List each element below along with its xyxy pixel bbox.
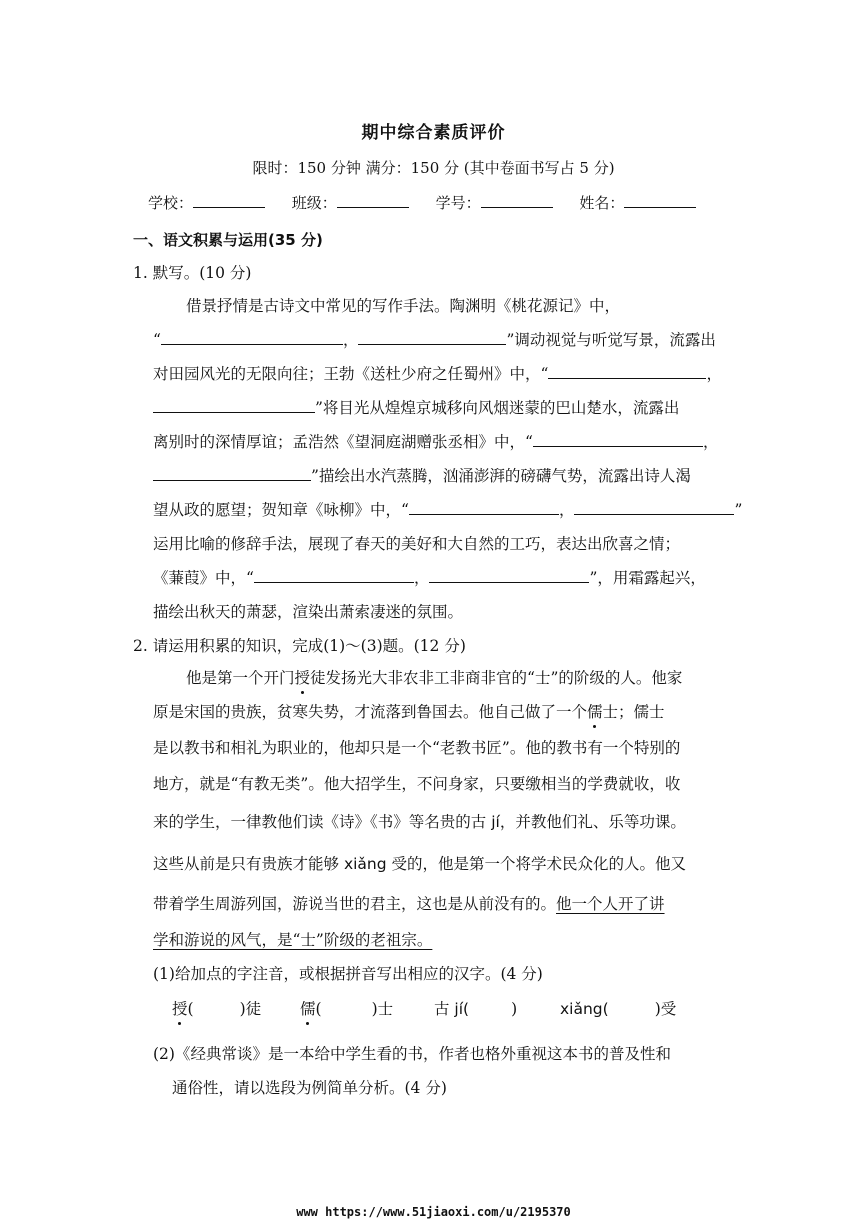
- name-blank[interactable]: [624, 193, 696, 208]
- exam-subtitle: 限时：150 分钟 满分：150 分 (其中卷面书写占 5 分): [252, 159, 615, 177]
- pinyin: xiǎng: [343, 855, 387, 873]
- q2-passage: 是以教书和相礼为职业的，他却只是一个“老教书匠”。他的教书有一个特别的: [153, 739, 681, 757]
- q1-stem: 1. 默写。(10 分): [133, 264, 252, 282]
- answer-blank[interactable]: [548, 364, 706, 379]
- student-id-label: 学号：: [435, 194, 481, 212]
- dotted-char: 儒: [587, 703, 603, 721]
- q2-passage: 来的学生，一律教他们读《诗》《书》等名贵的古 jí，并教他们礼、乐等功课。: [153, 813, 686, 831]
- underlined-text: 他一个人开了讲: [556, 895, 665, 913]
- q2-passage: [153, 928, 432, 950]
- answer-blank[interactable]: [409, 500, 559, 515]
- answer-blank[interactable]: [153, 466, 311, 481]
- pinyin: jí: [491, 813, 500, 831]
- answer-blank[interactable]: [161, 330, 343, 345]
- answer-blank[interactable]: [533, 432, 703, 447]
- pinyin-fill-row: 授( )徒 儒( )士 古 jí( ) xiǎng( )受: [172, 1000, 677, 1018]
- q2-sub2: 通俗性，请以选段为例简单分析。(4 分): [172, 1079, 447, 1097]
- q1-text: 对田园风光的无限向往；王勃《送杜少府之任蜀州》中，“ ，: [153, 365, 722, 383]
- q2-stem: 2. 请运用积累的知识，完成(1)～(3)题。(12 分): [133, 637, 466, 655]
- dotted-char: 儒: [300, 1000, 316, 1018]
- q2-passage: 原是宋国的贵族，贫寒失势，才流落到鲁国去。他自己做了一个儒士；儒士: [153, 703, 665, 721]
- q1-text: 描绘出秋天的萧瑟，渲染出萧索凄迷的氛围。: [153, 603, 464, 621]
- q2-sub1: (1)给加点的字注音，或根据拼音写出相应的汉字。(4 分): [153, 965, 543, 983]
- q1-text: 运用比喻的修辞手法，展现了春天的美好和大自然的工巧，表达出欣喜之情；: [153, 535, 681, 553]
- q2-sub2: (2)《经典常谈》是一本给中学生看的书，作者也格外重视这本书的普及性和: [153, 1045, 671, 1063]
- student-id-blank[interactable]: [481, 193, 553, 208]
- q2-passage: 带着学生周游列国，游说当世的君主，这也是从前没有的。他一个人开了讲: [153, 895, 665, 913]
- answer-blank[interactable]: [254, 568, 414, 583]
- section-heading: 一、语文积累与运用(35 分): [133, 231, 323, 249]
- class-blank[interactable]: [337, 193, 409, 208]
- footer-url[interactable]: www https://www.51jiaoxi.com/u/2195370: [296, 1205, 571, 1219]
- class-label: 班级：: [291, 194, 337, 212]
- q2-passage: 他是第一个开门授徒发扬光大非农非工非商非官的“士”的阶级的人。他家: [186, 669, 683, 687]
- school-label: 学校：: [148, 194, 194, 212]
- name-label: 姓名：: [579, 194, 625, 212]
- q2-passage: 这些从前是只有贵族才能够 xiǎng 受的，他是第一个将学术民众化的人。他又: [153, 855, 687, 873]
- underlined-text: 学和游说的风气，是“士”阶级的老祖宗。: [153, 931, 433, 949]
- q1-text: 离别时的深情厚谊；孟浩然《望洞庭湖赠张丞相》中，“ ，: [153, 433, 719, 451]
- dotted-char: 授: [172, 1000, 188, 1018]
- q1-text: ”描绘出水汽蒸腾，汹涌澎湃的磅礴气势，流露出诗人渴: [153, 464, 691, 486]
- student-info-fields: [148, 192, 718, 213]
- school-blank[interactable]: [193, 193, 265, 208]
- answer-blank[interactable]: [153, 398, 315, 413]
- q1-text: “ ， ”调动视觉与听觉写景，流露出: [153, 331, 716, 349]
- q1-text: 《蒹葭》中，“ ， ”，用霜露起兴，: [153, 569, 706, 587]
- answer-blank[interactable]: [358, 330, 506, 345]
- q1-text: ”将目光从煌煌京城移向风烟迷蒙的巴山楚水，流露出: [153, 396, 679, 418]
- answer-blank[interactable]: [574, 500, 734, 515]
- answer-blank[interactable]: [429, 568, 589, 583]
- q1-text: 借景抒情是古诗文中常见的写作手法。陶渊明《桃花源记》中，: [186, 297, 621, 315]
- q2-passage: 地方，就是“有教无类”。他大招学生，不问身家，只要缴相当的学费就收，收: [153, 775, 681, 793]
- dotted-char: 授: [294, 669, 311, 687]
- page-title: 期中综合素质评价: [361, 123, 506, 143]
- q1-text: 望从政的愿望；贺知章《咏柳》中，“ ， ”: [153, 501, 743, 519]
